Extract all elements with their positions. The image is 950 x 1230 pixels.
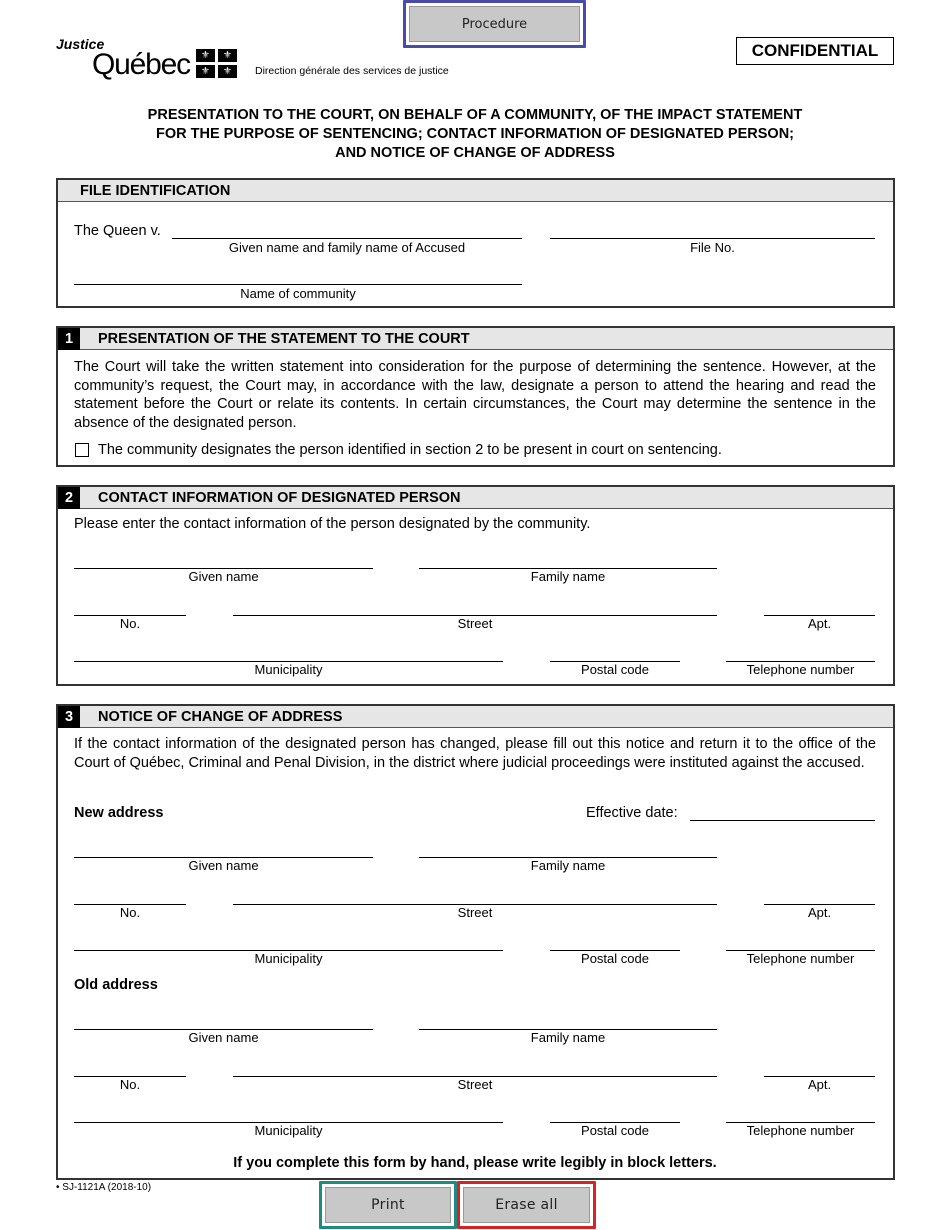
section-1-header xyxy=(58,328,893,350)
fleur-de-lis-icon: ⚜ ⚜ ⚜ ⚜ xyxy=(196,49,238,78)
designated-given-name-label: Given name xyxy=(188,569,259,584)
old-municipality-label: Municipality xyxy=(254,1123,323,1138)
new-street-no-label: No. xyxy=(119,905,141,920)
old-address-heading: Old address xyxy=(74,977,158,993)
form-title-line-3: AND NOTICE OF CHANGE OF ADDRESS xyxy=(335,145,615,161)
old-postal-code-label: Postal code xyxy=(581,1123,649,1138)
designated-apt-label: Apt. xyxy=(807,616,832,631)
accused-name-input[interactable] xyxy=(172,238,522,239)
old-family-name-label: Family name xyxy=(530,1030,606,1045)
new-apt-label: Apt. xyxy=(807,905,832,920)
new-street-label: Street xyxy=(457,905,493,920)
section-1-paragraph: The Court will take the written statement into consideration for the purpose of determining the sentence. However, at the community’s request, the Court may, in accordance with the law, designate a person to attend the hearing and read the statement before the Court or relate its contents. In certain circumstances, the Court may determine the sentence in the absence of the designated person. xyxy=(74,359,876,432)
designated-street-no-label: No. xyxy=(119,616,141,631)
designated-street-label: Street xyxy=(457,616,493,631)
file-number-input[interactable] xyxy=(550,238,875,239)
section-1-number: 1 xyxy=(58,328,80,350)
new-given-name-label: Given name xyxy=(188,858,259,873)
designate-person-checkbox[interactable] xyxy=(75,443,89,457)
accused-name-label: Given name and family name of Accused xyxy=(228,240,466,255)
designated-municipality-label: Municipality xyxy=(254,662,323,677)
form-title xyxy=(90,106,860,163)
effective-date-label: Effective date: xyxy=(586,805,678,821)
community-name-input[interactable] xyxy=(74,284,522,285)
queen-v-label: The Queen v. xyxy=(74,223,161,239)
new-telephone-label: Telephone number xyxy=(746,951,855,966)
section-2-header xyxy=(58,487,893,509)
form-code: • SJ-1121A (2018-10) xyxy=(56,1182,152,1193)
new-family-name-label: Family name xyxy=(530,858,606,873)
logo-quebec-text: Québec xyxy=(92,48,190,81)
new-municipality-label: Municipality xyxy=(254,951,323,966)
old-apt-label: Apt. xyxy=(807,1077,832,1092)
effective-date-input[interactable] xyxy=(690,820,875,821)
procedure-button-frame xyxy=(403,0,586,48)
old-given-name-label: Given name xyxy=(188,1030,259,1045)
section-3-intro: If the contact information of the designated person has changed, please fill out this notice and return it to the office of the Court of Québec, Criminal and Penal Division, in the district where judicial proceedings were instituted against the accused. xyxy=(74,736,876,771)
file-number-label: File No. xyxy=(690,240,735,255)
print-button[interactable]: Print xyxy=(325,1187,451,1223)
direction-generale-text: Direction générale des services de justice xyxy=(255,65,449,77)
community-name-label: Name of community xyxy=(240,286,356,301)
file-identification-heading: FILE IDENTIFICATION xyxy=(80,183,231,199)
old-telephone-label: Telephone number xyxy=(746,1123,855,1138)
new-postal-code-label: Postal code xyxy=(581,951,649,966)
section-1-heading: PRESENTATION OF THE STATEMENT TO THE COURT xyxy=(98,331,470,347)
form-title-line-2: FOR THE PURPOSE OF SENTENCING; CONTACT INFORMATION OF DESIGNATED PERSON; xyxy=(155,126,794,142)
designated-family-name-label: Family name xyxy=(530,569,606,584)
section-2-intro: Please enter the contact information of the person designated by the community. xyxy=(74,516,591,532)
print-button-frame xyxy=(319,1181,457,1229)
block-letters-note: If you complete this form by hand, please write legibly in block letters. xyxy=(233,1155,717,1171)
logo-justice-text: Justice xyxy=(56,36,105,52)
section-2-number: 2 xyxy=(58,487,80,509)
new-address-heading: New address xyxy=(74,805,164,821)
designated-postal-code-label: Postal code xyxy=(581,662,649,677)
section-2-heading: CONTACT INFORMATION OF DESIGNATED PERSON xyxy=(98,490,461,506)
confidential-badge: CONFIDENTIAL xyxy=(736,37,894,65)
old-street-no-label: No. xyxy=(119,1077,141,1092)
erase-all-button-frame xyxy=(457,1181,596,1229)
old-street-label: Street xyxy=(457,1077,493,1092)
section-3 xyxy=(56,704,895,1180)
form-title-line-1: PRESENTATION TO THE COURT, ON BEHALF OF A COMMUNITY, OF THE IMPACT STATEMENT xyxy=(147,107,803,123)
section-3-number: 3 xyxy=(58,706,80,728)
designated-telephone-label: Telephone number xyxy=(746,662,855,677)
procedure-button[interactable]: Procedure xyxy=(409,6,580,42)
section-3-heading: NOTICE OF CHANGE OF ADDRESS xyxy=(98,709,343,725)
designate-person-checkbox-label: The community designates the person identified in section 2 to be present in court on sentencing. xyxy=(98,442,722,458)
section-3-header xyxy=(58,706,893,728)
file-identification-header xyxy=(58,180,893,202)
erase-all-button[interactable]: Erase all xyxy=(463,1187,590,1223)
